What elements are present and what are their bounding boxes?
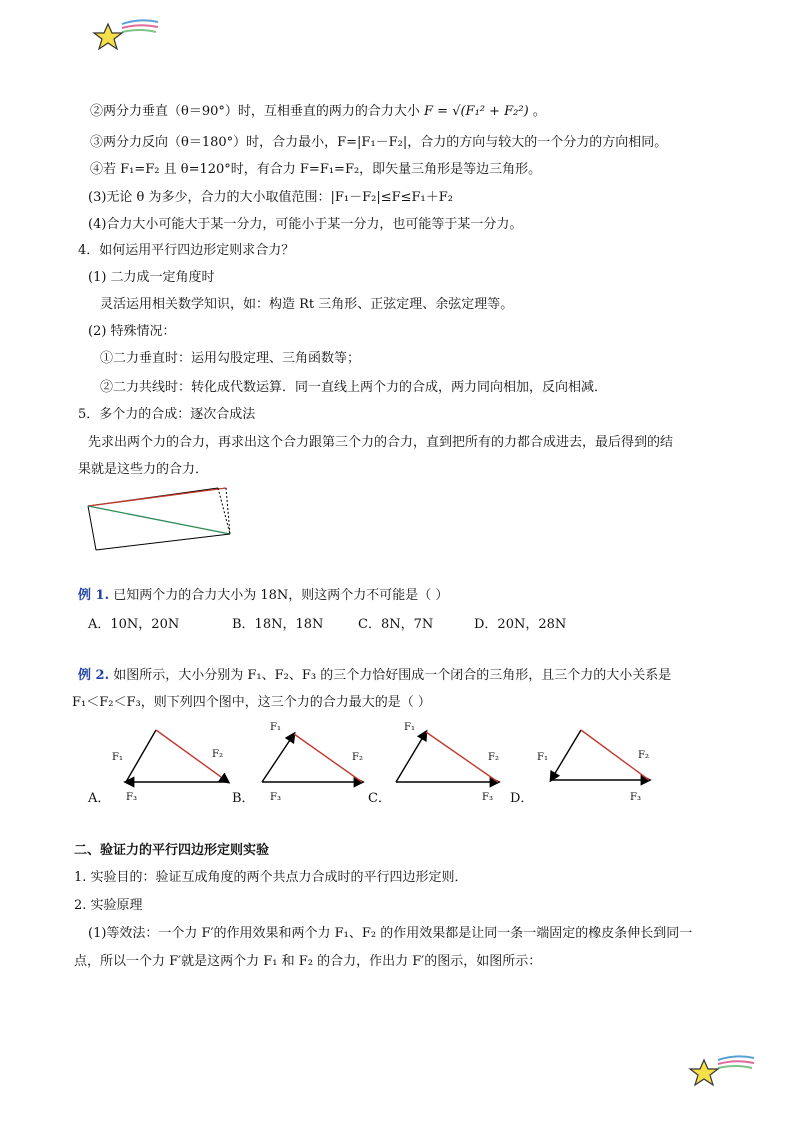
text-line: 灵活运用相关数学知识，如：构造 Rt 三角形、正弦定理、余弦定理等。 bbox=[100, 297, 514, 312]
text-line: 果就是这些力的合力． bbox=[78, 462, 209, 477]
example-2-label: 例 2. bbox=[78, 668, 110, 683]
star-decoration-icon bbox=[92, 16, 162, 56]
example-2-option-d[interactable]: D． bbox=[510, 791, 534, 806]
text-line: ①二力垂直时：运用勾股定理、三角函数等； bbox=[100, 351, 361, 366]
force-label-f1: F₁ bbox=[270, 722, 281, 733]
text-line: (3)无论 θ 为多少，合力的大小取值范围：|F₁－F₂|≤F≤F₁＋F₂ bbox=[88, 190, 453, 205]
section-heading: 4．如何运用平行四边形定则求合力？ bbox=[78, 243, 295, 258]
text-line: ④若 F₁=F₂ 且 θ=120°时，有合力 F=F₁=F₂，即矢量三角形是等边三角形。 bbox=[90, 162, 542, 177]
force-label-f1: F₁ bbox=[404, 722, 415, 733]
example-2-question-line1: 如图所示，大小分别为 F₁、F₂、F₃ 的三个力恰好围成一个闭合的三角形，且三个力的大小关系是 bbox=[113, 668, 672, 683]
force-label-f2: F₂ bbox=[488, 752, 499, 763]
force-label-f3: F₃ bbox=[126, 792, 137, 803]
successive-composition-figure bbox=[86, 486, 236, 556]
example-1-option-c[interactable]: C．8N，7N bbox=[358, 617, 434, 632]
force-label-f3: F₃ bbox=[630, 792, 641, 803]
example-1-option-a[interactable]: A．10N，20N bbox=[88, 617, 180, 632]
text-line: ③两分力反向（θ＝180°）时，合力最小，F=|F₁－F₂|，合力的方向与较大的一个分力的方向相同。 bbox=[90, 135, 668, 150]
example-2-option-c[interactable]: C． bbox=[368, 791, 391, 806]
section-2-item-2: 2. 实验原理 bbox=[74, 898, 143, 913]
force-label-f2: F₂ bbox=[352, 752, 363, 763]
example-1-option-b[interactable]: B．18N，18N bbox=[232, 617, 324, 632]
text-line: (4)合力大小可能大于某一分力，可能小于某一分力，也可能等于某一分力。 bbox=[88, 217, 523, 232]
formula-perpendicular: F = √(F₁² + F₂²) bbox=[424, 104, 529, 119]
text-line-pre: ②两分力垂直（θ＝90°）时，互相垂直的两力的合力大小 bbox=[90, 104, 420, 119]
force-label-f3: F₃ bbox=[482, 792, 493, 803]
example-2-question-line2: F₁＜F₂＜F₃，则下列四个图中，这三个力的合力最大的是（ ） bbox=[72, 695, 431, 710]
force-label-f1: F₁ bbox=[112, 752, 123, 763]
force-label-f3: F₃ bbox=[270, 792, 281, 803]
star-decoration-icon bbox=[688, 1052, 758, 1092]
force-label-f2: F₂ bbox=[212, 749, 223, 760]
section-2-title: 二、验证力的平行四边形定则实验 bbox=[74, 843, 270, 858]
text-line-post: 。 bbox=[532, 104, 546, 119]
section-2-item-3-line1: (1)等效法：一个力 F′的作用效果和两个力 F₁、F₂ 的作用效果都是让同一条一端固定的橡皮条伸长到同一 bbox=[88, 926, 693, 941]
example-2 bbox=[78, 667, 671, 685]
text-line: (2) 特殊情况： bbox=[88, 324, 176, 339]
example-1-label: 例 1. bbox=[78, 588, 110, 603]
example-1 bbox=[78, 587, 448, 605]
example-1-question: 已知两个力的合力大小为 18N，则这两个力不可能是（ ） bbox=[113, 588, 449, 603]
text-line: 先求出两个力的合力，再求出这个合力跟第三个力的合力，直到把所有的力都合成进去，最后得到的结 bbox=[88, 435, 674, 450]
section-2-item-1: 1. 实验目的：验证互成角度的两个共点力合成时的平行四边形定则． bbox=[74, 870, 468, 885]
text-line bbox=[90, 103, 546, 121]
force-label-f2: F₂ bbox=[638, 750, 649, 761]
section-2-item-3-line2: 点，所以一个力 F′就是这两个力 F₁ 和 F₂ 的合力，作出力 F′的图示，如图所示： bbox=[74, 954, 542, 969]
text-line: ②二力共线时：转化成代数运算．同一直线上两个力的合成，两力同向相加，反向相减． bbox=[100, 380, 608, 395]
section-heading: 5．多个力的合成：逐次合成法 bbox=[78, 407, 256, 422]
example-2-option-a[interactable]: A． bbox=[88, 791, 111, 806]
text-line: (1) 二力成一定角度时 bbox=[88, 270, 215, 285]
example-2-option-b[interactable]: B． bbox=[232, 791, 255, 806]
force-label-f1: F₁ bbox=[537, 752, 548, 763]
example-1-option-d[interactable]: D．20N，28N bbox=[474, 617, 567, 632]
